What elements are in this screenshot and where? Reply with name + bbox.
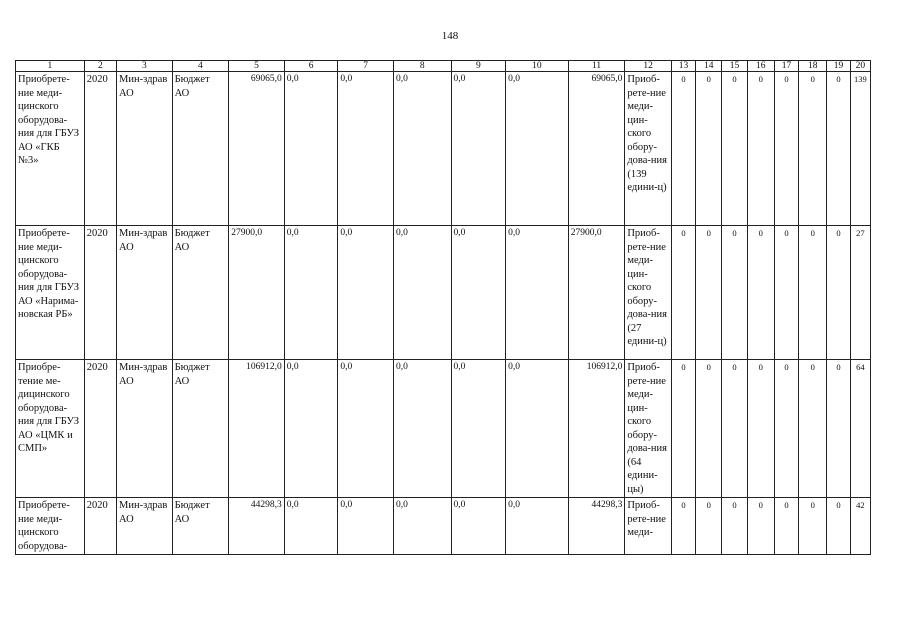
value-cell: 0,0 [451, 226, 506, 360]
column-header: 5 [229, 61, 285, 72]
column-header: 16 [747, 61, 774, 72]
page-number: 148 [441, 30, 459, 42]
column-header: 8 [393, 61, 451, 72]
value-cell: 0,0 [338, 498, 394, 555]
value-cell: 0,0 [284, 498, 338, 555]
executor-cell: Мин-здрав АО [117, 72, 173, 226]
value-cell: 0,0 [393, 72, 451, 226]
indicator-cell: 0 [747, 72, 774, 226]
column-header: 14 [696, 61, 722, 72]
executor-cell: Мин-здрав АО [117, 498, 173, 555]
value-cell: 106912,0 [568, 360, 625, 498]
indicator-cell: 27 [850, 226, 870, 360]
activity-name-cell: Приобрете-ние меди-цинского оборудова- [16, 498, 85, 555]
indicator-cell: 0 [671, 360, 695, 498]
indicator-cell: 0 [696, 72, 722, 226]
value-cell: 0,0 [451, 72, 506, 226]
value-cell: 0,0 [338, 360, 394, 498]
activity-name-cell: Приобрете-ние меди-цинского оборудова-ния для ГБУЗ АО «Нарима-новская РБ» [16, 226, 85, 360]
column-header: 17 [774, 61, 798, 72]
executor-cell: Мин-здрав АО [117, 226, 173, 360]
column-header: 9 [451, 61, 506, 72]
column-header: 2 [84, 61, 116, 72]
column-header: 1 [16, 61, 85, 72]
indicator-cell: 0 [696, 360, 722, 498]
indicator-cell: 0 [722, 498, 747, 555]
result-cell: Приоб-рете-ние меди- [625, 498, 671, 555]
indicator-cell: 0 [774, 360, 798, 498]
year-cell: 2020 [84, 360, 116, 498]
value-cell: 0,0 [506, 226, 569, 360]
value-cell: 0,0 [393, 498, 451, 555]
indicator-cell: 0 [696, 226, 722, 360]
table-row [16, 360, 871, 498]
column-header: 7 [338, 61, 394, 72]
indicator-cell: 0 [827, 498, 850, 555]
executor-cell: Мин-здрав АО [117, 360, 173, 498]
year-cell: 2020 [84, 498, 116, 555]
total-cell: 27900,0 [229, 226, 285, 360]
year-cell: 2020 [84, 226, 116, 360]
column-header: 10 [506, 61, 569, 72]
indicator-cell: 0 [799, 72, 827, 226]
indicator-cell: 0 [722, 360, 747, 498]
indicator-cell: 139 [850, 72, 870, 226]
indicator-cell: 42 [850, 498, 870, 555]
value-cell: 0,0 [451, 498, 506, 555]
activity-name-cell: Приобре-тение ме-дицинского оборудова-ния для ГБУЗ АО «ЦМК и СМП» [16, 360, 85, 498]
total-cell: 69065,0 [229, 72, 285, 226]
value-cell: 0,0 [338, 226, 394, 360]
value-cell: 69065,0 [568, 72, 625, 226]
column-header: 20 [850, 61, 870, 72]
table-row [16, 226, 871, 360]
indicator-cell: 0 [774, 498, 798, 555]
column-header: 4 [172, 61, 229, 72]
indicator-cell: 0 [827, 72, 850, 226]
total-cell: 106912,0 [229, 360, 285, 498]
column-header: 12 [625, 61, 671, 72]
value-cell: 27900,0 [568, 226, 625, 360]
value-cell: 0,0 [284, 226, 338, 360]
table-row [16, 72, 871, 226]
indicator-cell: 0 [827, 226, 850, 360]
column-header: 19 [827, 61, 850, 72]
indicator-cell: 0 [799, 226, 827, 360]
value-cell: 44298,3 [568, 498, 625, 555]
total-cell: 44298,3 [229, 498, 285, 555]
program-table [15, 60, 871, 555]
value-cell: 0,0 [393, 226, 451, 360]
header-row [16, 61, 871, 72]
source-cell: Бюджет АО [172, 226, 229, 360]
indicator-cell: 0 [696, 498, 722, 555]
activity-name-cell: Приобрете-ние меди-цинского оборудова-ния для ГБУЗ АО «ГКБ №3» [16, 72, 85, 226]
indicator-cell: 64 [850, 360, 870, 498]
year-cell: 2020 [84, 72, 116, 226]
result-cell: Приоб-рете-ние меди-цин-ского обору-дова-ния (64 едини-цы) [625, 360, 671, 498]
indicator-cell: 0 [799, 498, 827, 555]
indicator-cell: 0 [747, 498, 774, 555]
column-header: 6 [284, 61, 338, 72]
column-header: 15 [722, 61, 747, 72]
indicator-cell: 0 [671, 226, 695, 360]
table-row [16, 498, 871, 555]
value-cell: 0,0 [284, 360, 338, 498]
indicator-cell: 0 [747, 360, 774, 498]
indicator-cell: 0 [671, 498, 695, 555]
source-cell: Бюджет АО [172, 72, 229, 226]
indicator-cell: 0 [827, 360, 850, 498]
result-cell: Приоб-рете-ние меди-цин-ского обору-дова-ния (139 едини-ц) [625, 72, 671, 226]
column-header: 18 [799, 61, 827, 72]
value-cell: 0,0 [284, 72, 338, 226]
indicator-cell: 0 [722, 72, 747, 226]
indicator-cell: 0 [747, 226, 774, 360]
value-cell: 0,0 [506, 72, 569, 226]
value-cell: 0,0 [451, 360, 506, 498]
source-cell: Бюджет АО [172, 498, 229, 555]
indicator-cell: 0 [774, 226, 798, 360]
column-header: 13 [671, 61, 695, 72]
indicator-cell: 0 [671, 72, 695, 226]
indicator-cell: 0 [799, 360, 827, 498]
result-cell: Приоб-рете-ние меди-цин-ского обору-дова-ния (27 едини-ц) [625, 226, 671, 360]
value-cell: 0,0 [506, 498, 569, 555]
value-cell: 0,0 [338, 72, 394, 226]
column-header: 11 [568, 61, 625, 72]
indicator-cell: 0 [722, 226, 747, 360]
column-header: 3 [117, 61, 173, 72]
value-cell: 0,0 [506, 360, 569, 498]
indicator-cell: 0 [774, 72, 798, 226]
source-cell: Бюджет АО [172, 360, 229, 498]
value-cell: 0,0 [393, 360, 451, 498]
